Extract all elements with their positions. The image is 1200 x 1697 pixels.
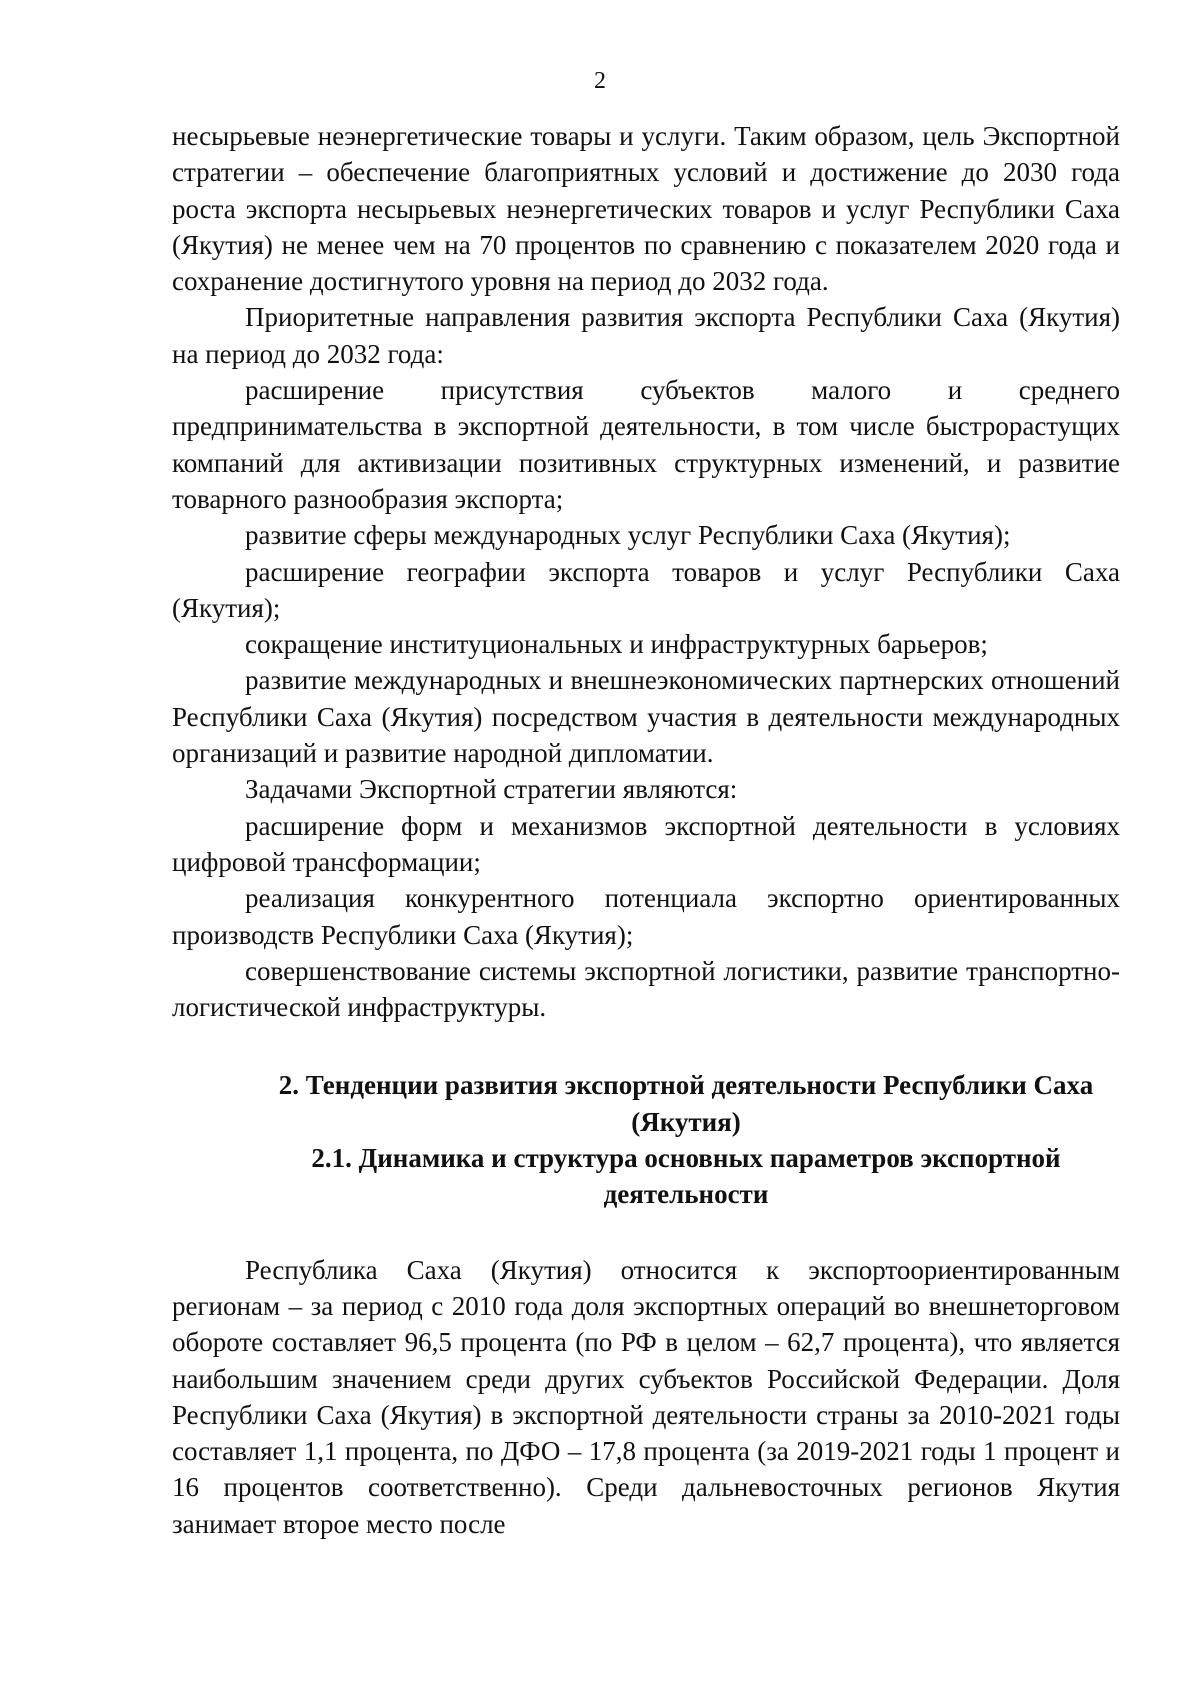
- paragraph: развитие международных и внешнеэкономических партнерских отношений Республики Саха (Якутия) посредством участия в деятельности международных организаций и развитие народной дипломатии.: [172, 665, 1120, 769]
- paragraph: Республика Саха (Якутия) относится к экспортоориентированным регионам – за период с 2010 года доля экспортных операций во внешнеторговом обороте составляет 96,5 процента (по РФ в целом – 62,7 процента), что является наибольшим значением среди других субъектов Российской Федерации. Доля Республики Саха (Якутия) в экспортной деятельности страны за 2010-2021 годы составляет 1,1 процента, по ДФО – 17,8 процента (за 2019-2021 годы 1 процент и 16 процентов соответственно). Среди дальневосточных регионов Якутия занимает второе место после: [172, 1254, 1120, 1539]
- paragraph: Приоритетные направления развития экспорта Республики Саха (Якутия) на период до 2032 года:: [172, 302, 1120, 369]
- section-heading: 2. Тенденции развития экспортной деятельности Республики Саха (Якутия): [278, 1070, 1094, 1137]
- paragraph: несырьевые неэнергетические товары и услуги. Таким образом, цель Экспортной стратегии – обеспечение благоприятных условий и достижение до 2030 года роста экспорта несырьевых неэнергетических товаров и услуг Республики Саха (Якутия) не менее чем на 70 процентов по сравнению с показателем 2020 года и сохранение достигнутого уровня на период до 2032 года.: [172, 121, 1120, 297]
- paragraph: расширение присутствия субъектов малого и среднего предпринимательства в экспортной деятельности, в том числе быстрорастущих компаний для активизации позитивных структурных изменений, и развитие товарного разнообразия экспорта;: [172, 375, 1120, 514]
- document-body: [172, 118, 1120, 1542]
- paragraph: реализация конкурентного потенциала экспортно ориентированных производств Республики Саха (Якутия);: [172, 883, 1120, 950]
- page-number: 2: [594, 68, 606, 94]
- paragraph: Задачами Экспортной стратегии являются:: [245, 774, 738, 805]
- paragraph: развитие сферы международных услуг Республики Саха (Якутия);: [245, 520, 1011, 551]
- paragraph: сокращение институциональных и инфраструктурных барьеров;: [245, 629, 988, 660]
- paragraph: совершенствование системы экспортной логистики, развитие транспортно-логистической инфраструктуры.: [172, 955, 1120, 1023]
- spacer: [172, 1213, 1120, 1252]
- paragraph: расширение географии экспорта товаров и услуг Республики Саха (Якутия);: [172, 556, 1120, 623]
- subsection-heading: 2.1. Динамика и структура основных параметров экспортной деятельности: [311, 1143, 1061, 1210]
- paragraph: расширение форм и механизмов экспортной деятельности в условиях цифровой трансформации;: [172, 810, 1120, 877]
